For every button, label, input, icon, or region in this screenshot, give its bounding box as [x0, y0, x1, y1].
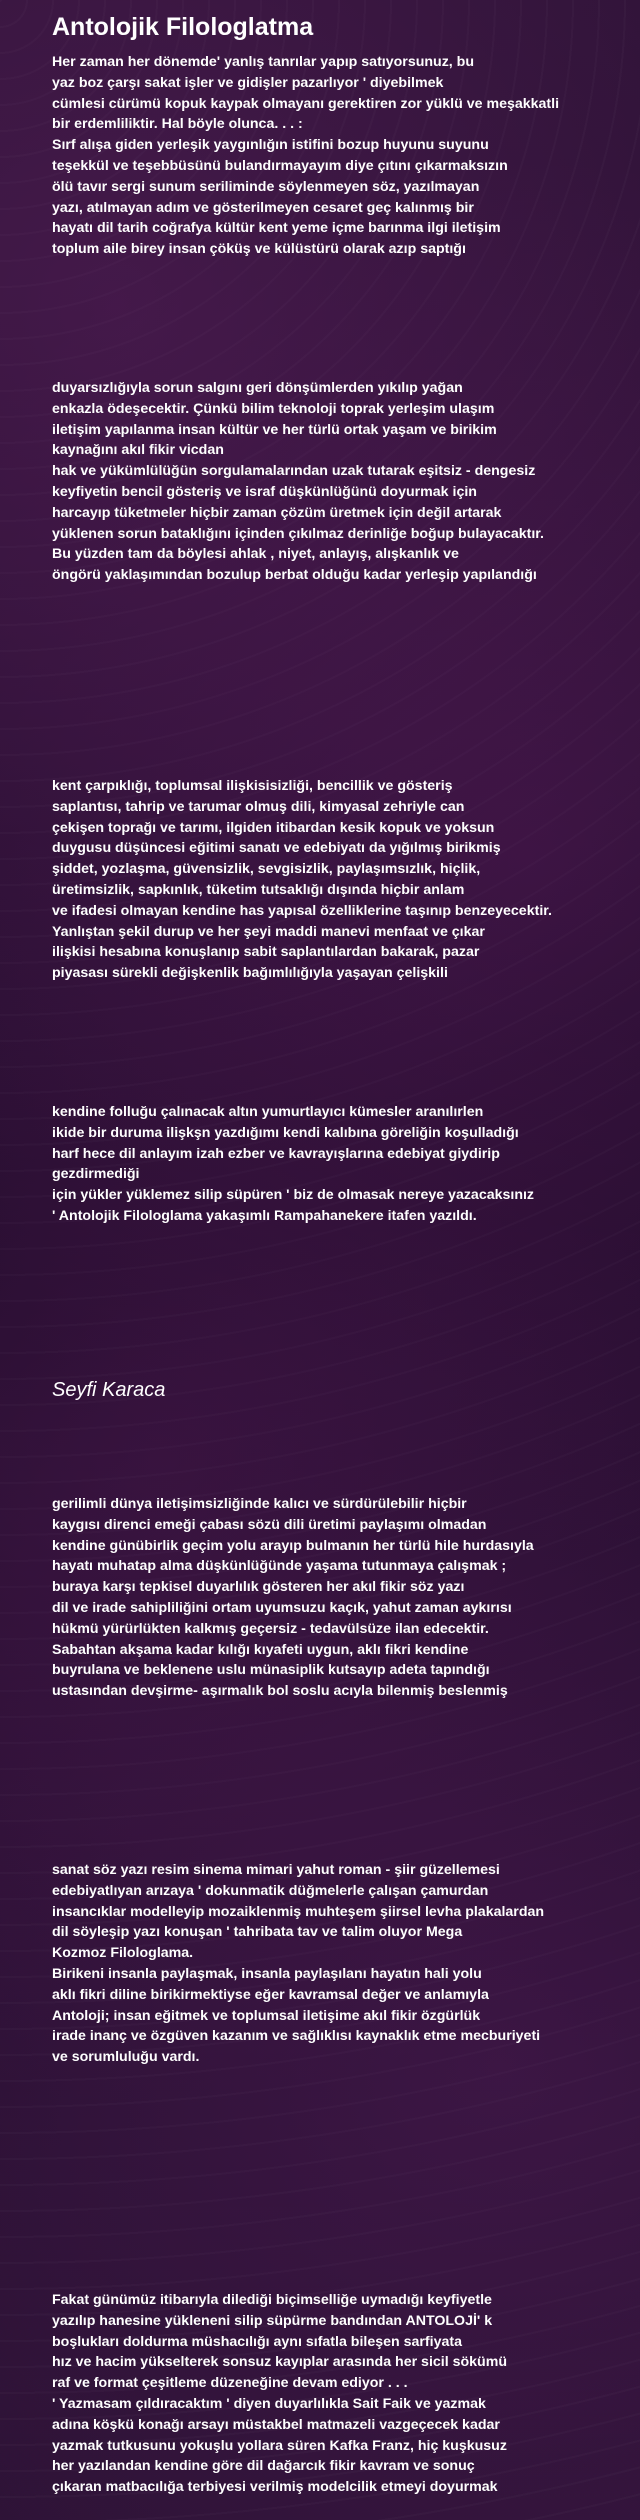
poem-stanza-4 [52, 1102, 632, 1227]
poem-line: ' Antolojik Filologlama yakaşımlı Rampahanekere itafen yazıldı. [52, 1207, 477, 1224]
poem-stanza-7 [52, 2290, 632, 2498]
poem-line: Her zaman her dönemde' yanlış tanrılar yapıp satıyorsunuz, bu [52, 54, 475, 70]
poem-stanza-1 [52, 52, 632, 260]
poem-line: Fakat günümüz itibarıyla dilediği biçimselliğe uymadığı keyfiyetle [52, 2292, 492, 2308]
poem-line: kendine folluğu çalınacak altın yumurtlayıcı kümesler aranılırlen [52, 1104, 484, 1120]
poem-line: gezdirmediği [52, 1166, 140, 1183]
poem-line: yazmak tutkusunu yokuşlu yollara süren Kafka Franz, hiç kuşkusuz [52, 2437, 507, 2454]
poem-line: yaz boz çarşı sakat işler ve gidişler pazarlıyor ' diyebilmek [52, 74, 444, 91]
poem-stanza-3 [52, 776, 632, 984]
poem-line: harf hece dil anlayım izah ezber ve kavrayışlarına edebiyat giydirip [52, 1145, 500, 1162]
poem-stanza-5 [52, 1494, 632, 1702]
poem-line: aklı fikri diline birikirmektiyse eğer kavramsal değer ve anlamıyla [52, 1986, 489, 2003]
poem-line: ve ifadesi olmayan kendine has yapısal özelliklerine taşınıp benzeyecektir. [52, 902, 552, 919]
poem-line: duyarsızlığıyla sorun salgını geri dönşümlerden yıkılıp yağan [52, 380, 463, 396]
poem-line: Sırf alışa giden yerleşik yaygınlığın istifini bozup huyunu suyunu [52, 137, 489, 154]
poem-title: Antolojik Filologlatma [52, 13, 314, 41]
poem-line: hayatı dil tarih coğrafya kültür kent yeme içme barınma ilgi iletişim [52, 220, 501, 237]
poem-line: öngörü yaklaşımından bozulup berbat olduğu kadar yerleşip yapılandığı [52, 567, 537, 584]
poem-line: Birikeni insanla paylaşmak, insanla paylaşılanı hayatın hali yolu [52, 1965, 482, 1982]
poem-line: raf ve format çeşitleme düzeneğine devam ediyor . . . [52, 2375, 408, 2392]
poem-line: hız ve hacim yükselterek sonsuz kayıplar arasında her sicil sökümü [52, 2354, 507, 2371]
poem-line: duygusu düşüncesi eğitimi sanatı ve edebiyatı da yığılmış birikmiş [52, 840, 501, 857]
poem-line: edebiyatlıyan arızaya ' dokunmatik düğmelerle çalışan çamurdan [52, 1882, 489, 1899]
poem-line: için yükler yüklemez silip süpüren ' biz de olmasak nereye yazacaksınız [52, 1187, 535, 1204]
poem-line: hayatı muhatap alma düşkünlüğünde yaşama tutunmaya çalışmak ; [52, 1558, 507, 1575]
poem-line: saplantısı, tahrip ve tarumar olmuş dili, kimyasal zehriyle can [52, 798, 465, 815]
poem-line: yüklenen sorun bataklığını içinden çıkılmaz derinliğe boğup bulayacaktır. [52, 525, 544, 542]
poem-line: boşlukları doldurma müshacılığı aynı sıfatla bileşen sarfiyata [52, 2333, 462, 2350]
poem-line: Yanlıştan şekil durup ve her şeyi maddi manevi menfaat ve çıkar [52, 923, 485, 940]
poem-line: şiddet, yozlaşma, güvensizlik, sevgisizlik, paylaşımsızlık, hiçlik, [52, 861, 481, 878]
poem-line: adına köşkü konağı arsayı müstakbel matmazeli vazgeçecek kadar [52, 2416, 500, 2433]
poem-line: kent çarpıklığı, toplumsal ilişkisisizliği, bencillik ve gösteriş [52, 778, 453, 794]
poem-line: Kozmoz Filologlama. [52, 1945, 194, 1962]
poem-line: kaynağını akıl fikir vicdan [52, 442, 224, 459]
poem-line: iletişim yapılanma insan kültür ve her türlü ortak yaşam ve birikim [52, 421, 497, 438]
poem-line: bir erdemliliktir. Hal böyle olunca. . . : [52, 116, 303, 133]
poem-line: hak ve yükümlülüğün sorgulamalarından uzak tutarak eşitsiz - dengesiz [52, 463, 536, 480]
poem-line: teşekkül ve teşebbüsünü bulandırmayayım diye çıtını çıkarmaksızın [52, 157, 508, 174]
poem-line: kaygısı direnci emeği çabası sözü dili üretimi paylaşımı olmadan [52, 1516, 487, 1533]
poem-line: ustasından devşirme- aşırmalık bol soslu acıyla bilenmiş beslenmiş [52, 1683, 508, 1700]
poem-line: irade inanç ve özgüven kazanım ve sağlıklısı kaynaklık etme mecburiyeti [52, 2028, 541, 2045]
poem-line: cümlesi cürümü kopuk kaypak olmayanı gerektiren zor yüklü ve meşakkatli [52, 95, 560, 112]
poem-line: ölü tavır sergi sunum seriliminde söylenmeyen söz, yazılmayan [52, 178, 480, 195]
poem-line: üretimsizlik, sapkınlık, tüketim tutsaklığı dışında hiçbir anlam [52, 881, 465, 898]
poem-line: yazı, atılmayan adım ve gösterilmeyen cesaret geç kalınmış bir [52, 199, 474, 216]
poem-stanza-2 [52, 378, 632, 586]
poem-line: çıkaran matbacılığa terbiyesi verilmiş modelcilik etmeyi doyurmak [52, 2479, 498, 2496]
poem-line: ilişkisi hesabına konuşlanıp sabit saplantılardan bakarak, pazar [52, 944, 480, 961]
poem-line: ikide bir duruma ilişkşn yazdığımı kendi kalıbına göreliğin koşulladığı [52, 1124, 519, 1141]
poem-line: hükmü yürürlükten kalkmış geçersiz - tedavülsüze ilan edecektir. [52, 1620, 489, 1637]
poem-line: buyrulana ve beklenene uslu münasiplik kutsayıp adeta tapındığı [52, 1662, 490, 1679]
poem-line: dil söyleşip yazı konuşan ' tahribata tav ve talim oluyor Mega [52, 1924, 463, 1941]
poem-line: piyasası sürekli değişkenlik bağımlılığıyla yaşayan çelişkili [52, 965, 448, 982]
poem-author: Seyfi Karaca [52, 1379, 166, 1401]
poem-line: Bu yüzden tam da böylesi ahlak , niyet, anlayış, alışkanlık ve [52, 546, 459, 563]
poem-line: kendine günübirlik geçim yolu arayıp bulmanın her türlü hile hurdasıyla [52, 1537, 534, 1554]
poem-line: ' Yazmasam çıldıracaktım ' diyen duyarlılıkla Sait Faik ve yazmak [52, 2395, 486, 2412]
poem-line: çekişen toprağı ve tarımı, ilgiden itibardan kesik kopuk ve yoksun [52, 819, 495, 836]
poem-line: keyfiyetin bencil gösteriş ve israf düşkünlüğünü doyurmak için [52, 483, 477, 500]
poem-line: insancıklar modelleyip mozaiklenmiş muhteşem şiirsel levha plakalardan [52, 1903, 545, 1920]
poem-line: harcayıp tüketmeler hiçbir zaman çözüm üretmek için değil artarak [52, 504, 502, 521]
poem-line: Sabahtan akşama kadar kılığı kıyafeti uygun, aklı fikri kendine [52, 1641, 469, 1658]
poem-line: her yazılandan kendine göre dil dağarcık fikir kavram ve sonuç [52, 2458, 475, 2475]
poem-line: buraya karşı tepkisel duyarlılık gösteren her akıl fikir söz yazı [52, 1579, 465, 1596]
poem-line: dil ve irade sahipliliğini ortam uyumsuzu kaçık, yahut zaman aykırısı [52, 1599, 512, 1616]
poem-line: sanat söz yazı resim sinema mimari yahut roman - şiir güzellemesi [52, 1862, 500, 1878]
poem-stanza-6 [52, 1860, 632, 2068]
poem-line: yazılıp hanesine yükleneni silip süpürme bandından ANTOLOJİ' k [52, 2312, 493, 2329]
poem-line: gerilimli dünya iletişimsizliğinde kalıcı ve sürdürülebilir hiçbir [52, 1496, 467, 1512]
poem-line: Antoloji; insan eğitmek ve toplumsal iletişime akıl fikir özgürlük [52, 2007, 481, 2024]
poem-line: enkazla ödeşecektir. Çünkü bilim teknoloji toprak yerleşim ulaşım [52, 400, 495, 417]
poem-line: ve sorumluluğu vardı. [52, 2049, 200, 2066]
poem-line: toplum aile birey insan çöküş ve külüstürü olarak azıp saptığı [52, 241, 466, 258]
